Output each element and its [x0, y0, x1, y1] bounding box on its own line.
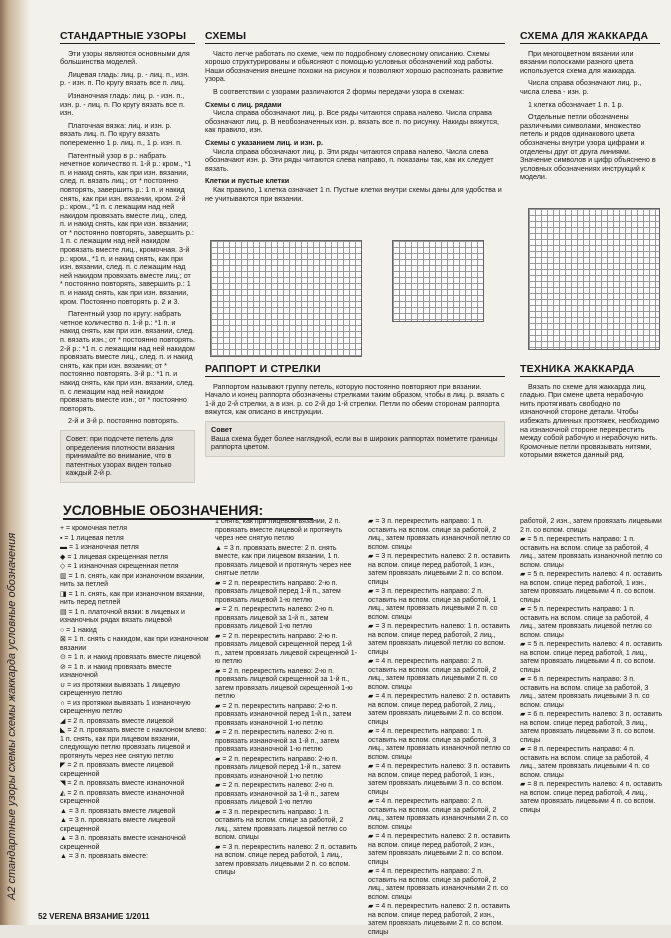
legend-entry: ▰ = 2 п. перекрестить налево: 2-ю п. провязать лицевой за 1-й п., затем провязать лицевой 1-ю петлю [215, 606, 334, 630]
legend-entry: ◆ = 1 лицевая скрещенная петля [60, 553, 168, 561]
legend-entry: ◨ = 1 п. снять, как при изнаночном вязании, нить перед петлей [60, 590, 205, 606]
jacquard-chart [528, 208, 660, 350]
jacquard-technique: ТЕХНИКА ЖАККАРДА Вязать по схеме для жаккарда лиц. гладью. При смене цвета нерабочую нить протягивать свободно по изнаночной стороне детали. Чтобы избежать длинных протяжек, необходимо на изнаночной стороне перекрестить между собой рабочую и нерабочую нить. Кромочные петли провязывать нитями, которыми вяжется данный ряд. [520, 363, 660, 460]
standard-patterns-heading: СТАНДАРТНЫЕ УЗОРЫ [60, 32, 195, 44]
legend-entry: ▰ = 4 п. перекрестить налево: 2 п. оставить на вспом. спице перед работой, 2 изн., затем провязать лицевыми 2 п. со вспом. спицы [368, 903, 511, 936]
legend-entry: ▰ = 2 п. перекрестить направо: 2-ю п. провязать лицевой скрещенной перед 1-й п., затем провязать лицевой скрещенной 1-ю петлю [215, 632, 357, 665]
legend-entry: ◢ = 2 п. провязать вместе лицевой [60, 717, 174, 725]
legend-entry: работой, 2 изн., затем провязать лицевыми 2 п. со вспом. спицы [520, 518, 662, 534]
legend-entry: ▰ = 5 п. перекрестить налево: 4 п. оставить на вспом. спице перед работой, 1 изн., затем провязать лицевыми 4 п. со вспом. спицы [520, 571, 663, 604]
legend-entry: ▰ = 2 п. перекрестить направо: 2-ю п. провязать лицевой перед 1-й п., затем провязать лицевой 1-ю петлю [215, 579, 341, 604]
legend-entry: ▰ = 4 п. перекрестить направо: 1 п. оставить на вспом. спице за работой, 3 лиц., затем провязать изнаночной петлю со вспом. спицы [368, 728, 511, 761]
legend-entry: ∪ = из протяжки вывязать 1 лицевую скрещенную петлю [60, 681, 181, 697]
repeat-heading: РАППОРТ И СТРЕЛКИ [205, 365, 505, 377]
legend-entry: ▰ = 3 п. перекрестить направо: 2 п. оставить на вспом. спице за работой, 1 лиц., затем провязать лицевыми 2 п. со вспом. спицы [368, 588, 498, 621]
legend-entry: ▪ = 1 лицевая петля [60, 534, 124, 542]
side-running-head: A2 стандартные узоры схемы схемы жаккарда условные обозначения [6, 532, 18, 900]
legend-entry: + = кромочная петля [60, 525, 127, 532]
jacquard-column: СХЕМА ДЛЯ ЖАККАРДА При многоцветном вязании или вязании полосками разного цвета используется схема для жаккарда. Числа справа обозначают лиц. р., числа слева - изн. р. 1 клетка обозначает 1 п. 1 р. Отдельные петли обозначены различными символами, множество петель и рядов одинакового цвета обозначены внутри узора цифрами и отделены друг от друга линиями. Значение символов и цифр объяснено в условных обозначениях инструкций к модели. [520, 32, 660, 186]
legend-entry: ▰ = 8 п. перекрестить направо: 4 п. оставить на вспом. спице за работой, 4 лиц., затем провязать лицевыми 4 п. со вспом. спицы [520, 746, 650, 779]
legend-col-3 [368, 518, 513, 938]
legend-entry: ▰ = 6 п. перекрестить налево: 3 п. оставить на вспом. спице перед работой, 3 лиц., затем провязать лицевыми 3 п. со вспом. спицы [520, 711, 663, 744]
tip-box: Совет: при подсчете петель для определения плотности вязания принимайте во внимание, что в патентных узорах виден только каждый 2-й р. [60, 430, 195, 483]
pattern-chart-small [392, 240, 484, 322]
legend-entry: ▰ = 8 п. перекрестить налево: 4 п. оставить на вспом. спице перед работой, 4 лиц., затем провязать лицевыми 4 п. со вспом. спицы [520, 781, 663, 814]
legend-entry: ▲ = 3 п. провязать вместе лицевой [60, 807, 176, 815]
legend-entry: ▰ = 2 п. перекрестить налево: 2-ю п. провязать изнаночной за 1-й п., затем провязать лицевой 1-ю петлю [215, 782, 340, 806]
legend-entry: ▰ = 2 п. перекрестить направо: 2-ю п. провязать изнаночной перед 1-й п., затем провязать изнаночной 1-ю петлю [215, 702, 352, 727]
technique-heading: ТЕХНИКА ЖАККАРДА [520, 365, 660, 377]
legend-entry: ▰ = 4 п. перекрестить налево: 2 п. оставить на вспом. спице перед работой, 2 изн., затем провязать лицевыми 2 п. со вспом. спицы [368, 833, 511, 866]
legend-entry: ▰ = 2 п. перекрестить налево: 2-ю п. провязать лицевой скрещенной за 1-й п., затем провязать лицевой скрещенной 1-ю петлю [215, 667, 353, 700]
legend-entry: ▰ = 4 п. перекрестить налево: 2 п. оставить на вспом. спице перед работой, 2 лиц., затем провязать лицевыми 2 п. со вспом. спицы [368, 693, 511, 726]
schemes-heading: СХЕМЫ [205, 32, 505, 44]
repeat-tip: Совет Ваша схема будет более наглядной, если вы в широких раппортах пометите границы раппорта цветом. [205, 421, 505, 457]
legend-entry: ▰ = 5 п. перекрестить направо: 1 п. оставить на вспом. спице за работой, 4 лиц., затем провязать лицевой петлю со вспом. спицы [520, 606, 652, 639]
legend-entry: ▥ = 1 п. снять, как при изнаночном вязании, нить за петлей [60, 572, 205, 588]
legend-entry: ▰ = 4 п. перекрестить направо: 2 п. оставить на вспом. спице за работой, 2 лиц., затем провязать изнаночными 2 п. со вспом. спицы [368, 868, 509, 901]
legend-entry: ▰ = 5 п. перекрестить направо: 1 п. оставить на вспом. спице за работой, 4 лиц., затем провязать изнаночной петлю со вспом. спицы [520, 536, 663, 569]
legend-col-1 [60, 525, 210, 863]
legend-entry: ▰ = 2 п. перекрестить налево: 2-ю п. провязать изнаночной за 1-й п., затем провязать изнаночной 1-ю петлю [215, 729, 340, 753]
schemes-column: СХЕМЫ Часто легче работать по схеме, чем по подробному словесному описанию. Схемы хорошо структурированы и обьясняют с помощью условных обозначений ход работы. Наши обозначения внешне похожи на рисунок и позволяют хорошо распознать развитие узора. В соответствии с узорами различаются 2 формы передачи узора в схемах: Схемы с лиц. рядами Числа справа обозначают лиц. р. Все ряды читаются справа налево. Числа справа обозначают лиц. р. В необозначенных изн. р. вязать все п. по рисунку. Накиды вяжутся, как правило, изн. Схемы с указанием лиц. и изн. р. Числа справа обозначают лиц. р. Эти ряды читаются справа налево. Числа слева обозначают изн. р. Эти ряды читаются слева направо, п. показаны так, как их следует вязать. Клетки и пустые клетки Как правило, 1 клетка означает 1 п. Пустые клетки внутри схемы даны для удобства и не учитываются при вязании. [205, 30, 504, 203]
legend-entry: ▰ = 4 п. перекрестить налево: 3 п. оставить на вспом. спице перед работой, 1 изн., затем провязать лицевыми 3 п. со вспом. спицы [368, 763, 511, 796]
legend-heading: УСЛОВНЫЕ ОБОЗНАЧЕНИЯ: [63, 502, 313, 520]
legend-entry: ⊠ = 1 п. снять с накидом, как при изнаночном вязании [60, 636, 209, 652]
standard-patterns-column: СТАНДАРТНЫЕ УЗОРЫ Эти узоры являются основными для большинства моделей. Лицевая гладь: лиц. р. - лиц. п., изн. р. - изн. п. По кругу вязать все п. лиц. Изнаночная гладь: лиц. р. - изн. п., изн. р. - лиц. п. По кругу вязать все п. изн. Платочная вязка: лиц. и изн. р. вязать лиц. п. По кругу вязать попеременно 1 р. лиц. п., 1 р. изн. п. Патентный узор в р.: набрать нечетное количество п. 1-й р.: кром., *1 п. и накид снять, как при изн. вязании, след. п. вязать лиц.; от * постоянно повторять, завершить р.: 1 п. и накид снять, как при изн. вязании, кром. 2-й р.: кром., *1 п. с лежащим над ней накидом провязать вместе лиц., след. п. и накид снять, как при изн. вязании; от * постоянно повторять, завершить р.: 1 п. с лежащим над ней накидом провязать вместе лиц., кромочная. 3-й р.: кром., *1 п. и накид снять, как при изн. вязании, след. п. с лежащим над ней накидом провязать вместе лиц.; от * постоянно повторять, завершить р.: 1 п. и накид снять, как при изн. вязании, кром. Постоянно повторять р. 2 и 3. Патентный узор по кругу: набрать четное количество п. 1-й р.: *1 п. и накид снять, как при изн. вязании, след. п. вязать изн.; от * постоянно повторять. 2-й р.: *1 п. с лежащим над ней накидом провязать вместе лиц., след. п. и накид снять, как при изн. вязании; от * постоянно повторять. 3-й р.: *1 п. и накид снять, как при изн. вязании, след. п. с лежащим над ней накидом провязать вместе изн.; от * постоянно повторять. 2-й и 3-й р. постоянно повторять. Совет: при подсчете петель для определения плотности вязания принимайте во внимание, что в патентных узорах виден только каждый 2-й р. [60, 32, 195, 483]
legend-entry: ○ = 1 накид [60, 626, 97, 634]
page-footer: 52 VERENA ВЯЗАНИЕ 1/2011 [38, 912, 150, 921]
legend-entry: ◇ = 1 изнаночная скрещенная петля [60, 563, 179, 570]
legend-entry: ▬ = 1 изнаночная петля [60, 544, 139, 551]
legend-entry: ▰ = 6 п. перекрестить направо: 3 п. оставить на вспом. спице за работой, 3 лиц., затем провязать лицевыми 3 п. со вспом. спицы [520, 676, 650, 709]
legend-entry: ▰ = 3 п. перекрестить направо: 1 п. оставить на вспом. спице за работой, 2 лиц., затем провязать лицевой петлю со вспом. спицы [215, 808, 347, 841]
lace-chart [210, 240, 362, 357]
legend-col-2 [215, 518, 360, 879]
jacquard-heading: СХЕМА ДЛЯ ЖАККАРДА [520, 32, 660, 44]
legend-entry: 1 снять, как при лицевом вязании, 2 п. провязать вместе лицевой и протянуть через нее снятую петлю [215, 518, 343, 542]
legend-entry: ▰ = 3 п. перекрестить налево: 1 п. оставить на вспом. спице перед работой, 2 лиц., затем провязать лицевой петлю со вспом. спицы [368, 623, 511, 656]
legend-entry: ▰ = 2 п. перекрестить направо: 2-ю п. провязать лицевой перед 1-й п., затем провязать изнаночной 1-ю петлю [215, 755, 341, 780]
legend-entry: ∩ = из протяжки вывязать 1 изнаночную скрещенную петлю [60, 699, 191, 715]
legend-entry: ▰ = 3 п. перекрестить направо: 1 п. оставить на вспом. спице за работой, 2 лиц., затем провязать изнаночной петлю со вспом. спицы [368, 518, 511, 551]
legend-entry: ▲ = 3 п. провязать вместе: 2 п. снять вместе, как при лицевом вязании, 1 п. провязать лицевой и протянуть через нее снятые петли [215, 544, 352, 577]
legend-entry: ⊘ = 1 п. и накид провязать вместе изнаночной [60, 663, 172, 679]
legend-entry: ▰ = 4 п. перекрестить направо: 2 п. оставить на вспом. спице за работой, 2 лиц., затем провязать изнаночными 2 п. со вспом. спицы [368, 798, 509, 831]
legend-entry: ▰ = 3 п. перекрестить налево: 2 п. оставить на вспом. спице перед работой, 1 изн., затем провязать лицевыми 2 п. со вспом. спицы [368, 553, 511, 586]
legend-col-4 [520, 518, 665, 816]
legend-entry: ▲ = 3 п. провязать вместе изнаночной скрещенной [60, 835, 186, 851]
legend-entry: ⊙ = 1 п. и накид провязать вместе лицевой [60, 654, 201, 661]
legend-entry: ▲ = 3 п. провязать вместе лицевой скрещенной [60, 817, 176, 833]
legend-entry: ▰ = 5 п. перекрестить налево: 4 п. оставить на вспом. спице перед работой, 1 лиц., затем провязать лицевыми 4 п. со вспом. спицы [520, 641, 663, 674]
repeat-section: РАППОРТ И СТРЕЛКИ Раппортом называют группу петель, которую постоянно повторяют при вязании. Начало и конец раппорта обозначены стрелками таким образом, чтобы в лиц. р. вязать с 1-й до 2-й стрелки, а в изн. р. со 2-й до 1-й стрелки. Петли по обеим сторонам раппорта вяжутся, как описано в инструкции. Совет Ваша схема будет более наглядной, если вы в широких раппортах пометите границы раппорта цветом. [205, 365, 505, 457]
legend-entry: ▲ = 3 п. провязать вместе: [60, 853, 148, 860]
legend-entry: ◣ = 2 п. провязать вместе с наклоном влево: 1 п. снять, как при лицевом вязании, следующую петлю провязать лицевой и протянуть через нее снятую петлю [60, 727, 207, 760]
legend-entry: ◤ = 2 п. провязать вместе лицевой скрещенной [60, 762, 174, 778]
legend-entry: ◭ = 2 п. провязать вместе изнаночной скрещенной [60, 789, 185, 805]
legend-entry: ▤ = 1 п. платочной вязки: в лицевых и изнаночных рядах вязать лицевой [60, 608, 185, 624]
legend-entry: ◥ = 2 п. провязать вместе изнаночной [60, 780, 185, 787]
legend-entry: ▰ = 3 п. перекрестить налево: 2 п. оставить на вспом. спице перед работой, 1 лиц., затем провязать лицевыми 2 п. со вспом. спицы [215, 843, 358, 876]
legend-entry: ▰ = 4 п. перекрестить направо: 2 п. оставить на вспом. спице за работой, 2 лиц., затем провязать лицевыми 2 п. со вспом. спицы [368, 658, 498, 691]
